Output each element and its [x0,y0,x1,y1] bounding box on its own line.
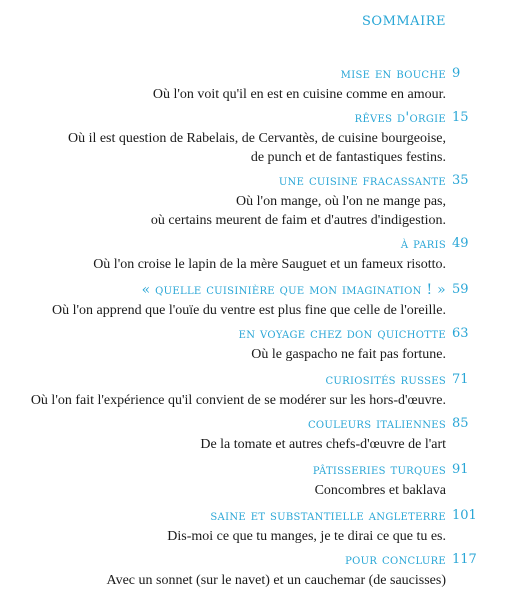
toc-entry-description: Concombres et baklava [314,483,446,498]
toc-entry-page: 9 [452,66,461,81]
toc-entry-page: 85 [452,416,469,431]
toc-entry-page: 63 [452,326,469,341]
toc-entry-description: Où l'on apprend que l'ouïe du ventre est plus fine que celle de l'oreille. [52,303,446,318]
toc-entry-description: Où l'on mange, où l'on ne mange pas, [236,194,446,209]
toc-entry-heading[interactable]: « quelle cuisinière que mon imagination ! » [141,282,446,298]
toc-entry-heading[interactable]: pâtisseries turques [312,462,446,478]
toc-entry-page: 101 [452,508,477,523]
toc-entry-description: Où l'on fait l'expérience qu'il convient de se modérer sur les hors-d'œuvre. [30,393,446,408]
toc-entry-description: Où il est question de Rabelais, de Cervantès, de cuisine bourgeoise, [67,131,446,146]
toc-entry-description: Dis-moi ce que tu manges, je te dirai ce que tu es. [167,529,446,544]
toc-entry-description: Où le gaspacho ne fait pas fortune. [251,347,446,362]
toc-entry-page: 117 [452,552,477,567]
toc-entry-page: 71 [452,372,469,387]
toc-entry-page: 35 [452,173,469,188]
toc-entry-description: Où l'on croise le lapin de la mère Sauguet et un fameux risotto. [93,257,446,272]
toc-entry-page: 15 [452,110,469,125]
toc-entry-description: De la tomate et autres chefs-d'œuvre de l'art [200,437,446,452]
toc-entry-heading[interactable]: saine et substantielle angleterre [210,508,446,524]
page-title: sommaire [362,8,446,30]
toc-entry-heading[interactable]: curiosités russes [325,372,446,388]
toc-entry-heading[interactable]: mise en bouche [340,66,446,82]
toc-entry-heading[interactable]: à paris [400,236,446,252]
toc-entry-page: 49 [452,236,469,251]
toc-entry-heading[interactable]: couleurs italiennes [307,416,446,432]
toc-entry-description: de punch et de fantastiques festins. [250,150,446,165]
toc-entry-heading[interactable]: une cuisine fracassante [278,173,446,189]
toc-entry-heading[interactable]: en voyage chez don quichotte [238,326,446,342]
toc-entry-page: 59 [452,282,469,297]
toc-entry-heading[interactable]: pour conclure [345,552,446,568]
toc-entry-page: 91 [452,462,469,477]
toc-entry-heading[interactable]: rêves d'orgie [354,110,446,126]
toc-entry-description: où certains meurent de faim et d'autres d'indigestion. [150,213,446,228]
toc-entry-description: Où l'on voit qu'il en est en cuisine comme en amour. [152,87,446,102]
toc-entry-description: Avec un sonnet (sur le navet) et un cauchemar (de saucisses) [106,573,446,588]
